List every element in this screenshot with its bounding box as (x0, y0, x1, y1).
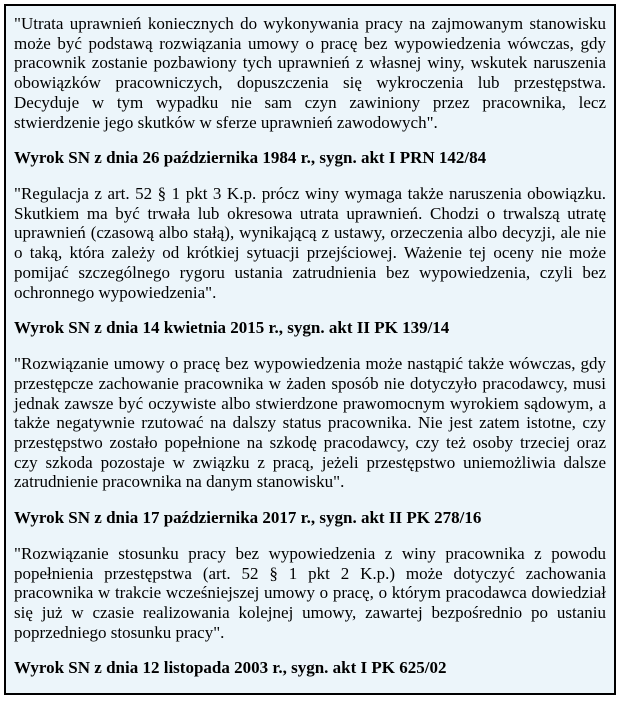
ruling-heading: Wyrok SN z dnia 12 listopada 2003 r., sygn. akt I PK 625/02 (14, 658, 447, 678)
legal-quotes-panel (4, 4, 616, 695)
quote-paragraph: "Regulacja z art. 52 § 1 pkt 3 K.p. prócz winy wymaga także naruszenia obowiązku. Skutkiem ma być trwała lub okresowa utrata uprawnień. Chodzi o trwalszą utratę uprawnień (czasową albo stałą), wynikającą z ustawy, orzeczenia albo decyzji, ale nie o taką, która zależy od krótkiej sytuacji przejściowej. Ważenie tej oceny nie może pomijać szczególnego rygoru ustania zatrudnienia bez wypowiedzenia, czyli bez ochronnego wypowiedzenia". (14, 184, 606, 302)
ruling-section (14, 184, 606, 338)
quote-paragraph: "Rozwiązanie umowy o pracę bez wypowiedzenia może nastąpić także wówczas, gdy przestępcze zachowanie pracownika w żaden sposób nie dotyczyło pracodawcy, musi jednak zawsze być oczywiste albo stwierdzone prawomocnym wyrokiem sądowym, a także negatywnie rzutować na dalszy status pracownika. Nie jest zatem istotne, czy przestępstwo zostało popełnione na szkodę pracodawcy, czy też osoby trzeciej oraz czy szkoda pozostaje w związku z pracą, jeżeli przestępstwo uniemożliwia dalsze zatrudnienie pracownika na danym stanowisku". (14, 354, 606, 492)
quote-paragraph: "Rozwiązanie stosunku pracy bez wypowiedzenia z winy pracownika z powodu popełnienia przestępstwa (art. 52 § 1 pkt 2 K.p.) może dotyczyć zachowania pracownika w trakcie wcześniejszej umowy o pracę, o którym pracodawca dowiedział się już w czasie realizowania kolejnej umowy, zawartej bezpośrednio po ustaniu poprzedniego stosunku pracy". (14, 543, 606, 642)
ruling-section (14, 354, 606, 528)
quote-paragraph: "Utrata uprawnień koniecznych do wykonywania pracy na zajmowanym stanowisku może być podstawą rozwiązania umowy o pracę bez wypowiedzenia wówczas, gdy pracownik zostanie pozbawiony tych uprawnień z własnej winy, wskutek naruszenia obowiązków pracowniczych, dopuszczenia się wykroczenia lub przestępstwa. Decyduje w tym wypadku nie sam czyn zawiniony przez pracownika, lecz stwierdzenie jego skutków w sferze uprawnień zawodowych". (14, 14, 606, 132)
ruling-heading: Wyrok SN z dnia 17 października 2017 r., sygn. akt II PK 278/16 (14, 508, 482, 528)
ruling-heading: Wyrok SN z dnia 14 kwietnia 2015 r., sygn. akt II PK 139/14 (14, 318, 450, 338)
ruling-section (14, 544, 606, 678)
ruling-heading: Wyrok SN z dnia 26 października 1984 r., sygn. akt I PRN 142/84 (14, 148, 487, 168)
ruling-section (14, 14, 606, 168)
